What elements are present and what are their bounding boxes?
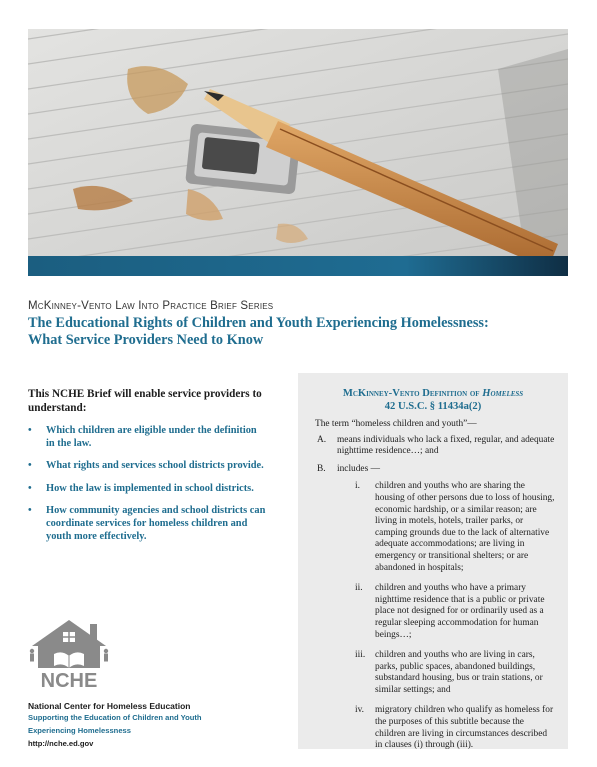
sub-item-i [355, 481, 555, 574]
nche-logo [28, 618, 110, 690]
list-item: • Which children are eligible under the definition in the law. [28, 425, 257, 450]
sub-item-iv [355, 705, 555, 751]
sub-marker: i. [355, 481, 360, 492]
sub-text: children and youths who have a primary nighttime residence that is a public or private place not designed for or ordinarily used as a regular sleeping accommodation for human beings…; [375, 583, 545, 640]
org-url-link[interactable]: http://nche.ed.gov [28, 739, 94, 748]
definition-panel [298, 373, 568, 749]
list-item: • How community agencies and school districts can coordinate services for homeless children and youth more effectively. [28, 504, 266, 543]
item-marker: A. [317, 434, 327, 445]
bullet-icon: • [28, 504, 32, 516]
org-block [28, 700, 218, 750]
sub-text: migratory children who qualify as homeless for the purposes of this subtitle because the children are living in circumstances described in clauses (i) through (iii). [375, 705, 554, 751]
panel-heading-part2: Homeless [482, 388, 524, 399]
sub-text: children and youths who are living in cars, parks, public spaces, abandoned buildings, substandard housing, bus or train stations, or similar settings; and [375, 650, 543, 695]
list-item: • How the law is implemented in school districts. [28, 482, 254, 494]
item-marker: B. [317, 463, 326, 474]
sub-item-ii [355, 583, 555, 641]
list-item: • What rights and services school districts provide. [28, 460, 264, 472]
sub-list [355, 481, 555, 751]
hero-photo [28, 29, 568, 276]
org-name: National Center for Homeless Education [28, 701, 191, 711]
item-text: means individuals who lack a fixed, regular, and adequate nighttime residence…; and [337, 434, 555, 457]
title-line-1: The Educational Rights of Children and Youth Experiencing Homelessness: [28, 315, 489, 331]
pencil-and-sharpener-photo [28, 29, 568, 276]
panel-citation: 42 U.S.C. § 11434a(2) [384, 401, 482, 412]
bullet-icon: • [28, 425, 32, 436]
understand-list [28, 424, 266, 552]
intro-text: This NCHE Brief will enable service providers to understand: [28, 388, 262, 414]
bullet-icon: • [28, 482, 32, 494]
series-label: McKinney-Vento Law Into Practice Brief Series [28, 300, 274, 312]
sub-marker: iv. [355, 705, 365, 716]
sub-marker: ii. [355, 583, 363, 594]
definition-lead: The term “homeless children and youth”— [315, 419, 477, 429]
page-title [28, 315, 548, 349]
sub-marker: iii. [355, 650, 366, 661]
panel-body [315, 419, 555, 761]
sub-text: children and youths who are sharing the housing of other persons due to loss of housing, economic hardship, or a similar reason; are living in motels, hotels, trailer parks, or camping grounds due to the lack of alternative adequate accommodations; are living in emergency or transitional shelters; or are abandoned in hospitals; [375, 481, 555, 573]
panel-heading-part1: McKinney-Vento Definition of [342, 388, 480, 399]
panel-heading [298, 387, 568, 413]
house-logo-icon [28, 618, 110, 690]
org-tagline: Supporting the Education of Children and Youth Experiencing Homelessness [28, 713, 202, 735]
title-line-2: What Service Providers Need to Know [28, 332, 264, 348]
logo-wordmark: NCHE [40, 670, 98, 690]
definition-item-a [315, 435, 555, 458]
definition-item-b [315, 464, 555, 752]
sub-item-iii [355, 650, 555, 696]
bullet-icon: • [28, 460, 32, 472]
item-text: includes — [337, 463, 380, 474]
